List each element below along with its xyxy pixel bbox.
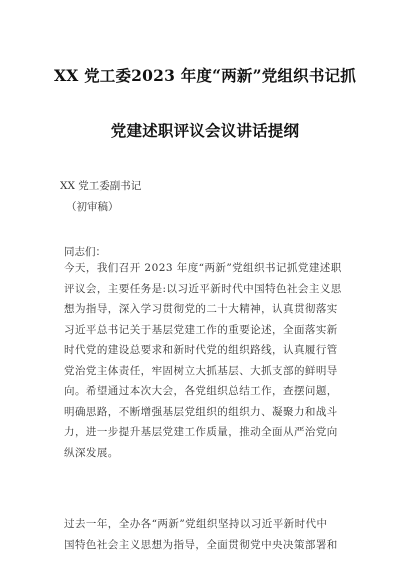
paragraph-2 bbox=[64, 514, 354, 555]
paragraph-line: 时代党的建设总要求和新时代党的组织路线，认真履行管 bbox=[64, 344, 338, 356]
paragraph-line: 过去一年，全办各“两新”党组织坚持以习近平新时代中 bbox=[64, 518, 328, 530]
paragraph-line: 国特色社会主义思想为指导，全面贯彻党中央决策部署和 bbox=[64, 538, 338, 551]
paragraph-line: 想为指导，深入学习贯彻党的二十大精神，认真贯彻落实 bbox=[64, 303, 338, 315]
paragraph-line: 评议会，主要任务是:以习近平新时代中国特色社会主义思 bbox=[64, 282, 342, 295]
paragraph-line: 向。希望通过本次大会，各党组织总结工作，查摆问题， bbox=[64, 385, 338, 397]
author-line: XX 党工委副书记 bbox=[60, 180, 142, 192]
draft-note: （初审稿） bbox=[66, 201, 119, 213]
document-title-line-1: XX 党工委2023 年度“两新”党组织书记抓 bbox=[54, 66, 356, 85]
paragraph-1 bbox=[64, 258, 354, 463]
paragraph-line: 党治党主体责任，牢固树立大抓基层、大抓支部的鲜明导 bbox=[64, 364, 338, 377]
salutation: 同志们： bbox=[64, 246, 106, 258]
paragraph-line: 今天，我们召开 2023 年度“两新”党组织书记抓党建述职 bbox=[64, 262, 342, 274]
paragraph-line: 纵深发展。 bbox=[64, 446, 119, 459]
paragraph-line: 力，进一步提升基层党建工作质量，推动全面从严治党向 bbox=[64, 426, 338, 438]
document-title-line-2: 党建述职评议会议讲话提纲 bbox=[110, 121, 300, 140]
paragraph-line: 习近平总书记关于基层党建工作的重要论述，全面落实新 bbox=[64, 323, 338, 336]
paragraph-line: 明确思路，不断增强基层党组织的组织力、凝聚力和战斗 bbox=[64, 405, 338, 418]
